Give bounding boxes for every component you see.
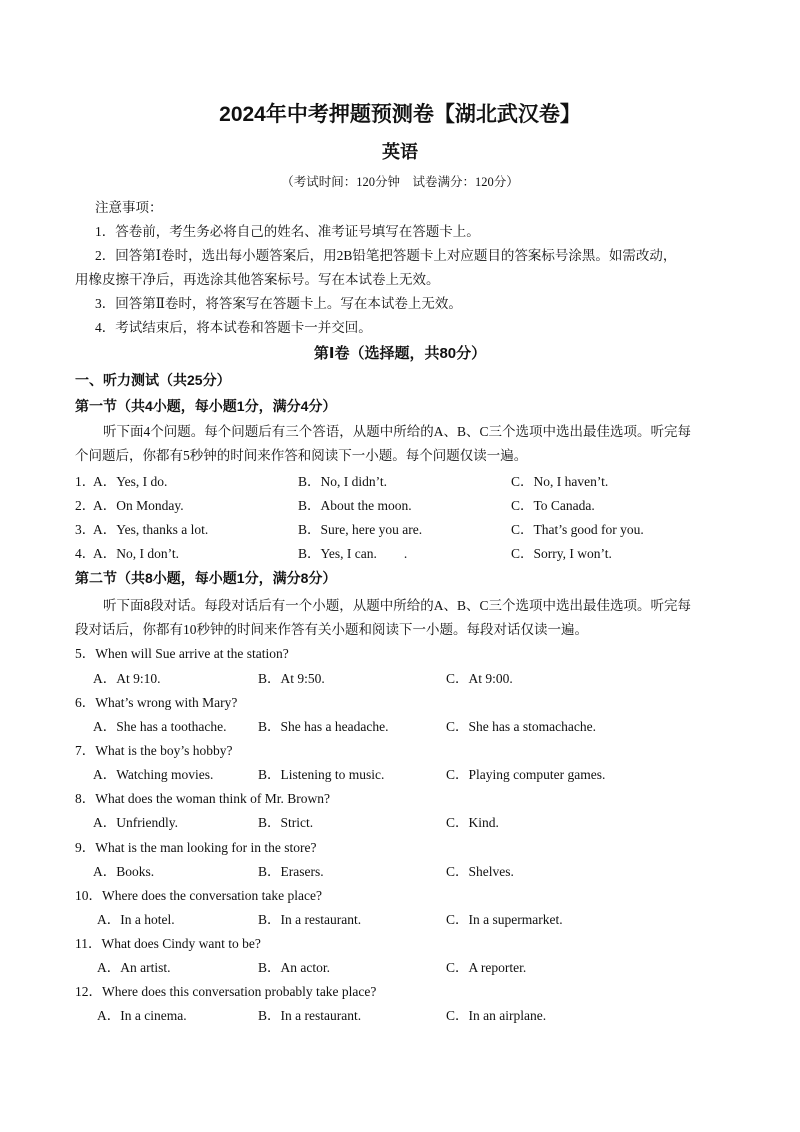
option-a: A．An artist. [97, 960, 171, 975]
question-text: 9．What is the man looking for in the store? [75, 840, 317, 855]
notice-item-2-cont: 用橡皮擦干净后，再选涂其他答案标号。写在本试卷上无效。 [75, 272, 440, 287]
option-c: C．A reporter. [446, 960, 527, 975]
question-number: 2． [75, 498, 96, 513]
option-c: C．Playing computer games. [446, 767, 606, 782]
listening-heading: 一、听力测试（共25分） [75, 372, 231, 388]
option-a: A．Watching movies. [93, 767, 214, 782]
question-number: 1． [75, 474, 96, 489]
section1-instruction-1: 听下面4个问题。每个问题后有三个答语，从题中所给的A、B、C三个选项中选出最佳选项。听完每 [103, 424, 692, 439]
option-c: C．She has a stomachache. [446, 719, 596, 734]
question-text: 7．What is the boy’s hobby? [75, 743, 233, 758]
option-a: A．Yes, I do. [93, 474, 168, 489]
question-number: 3． [75, 522, 96, 537]
section2-instruction-1: 听下面8段对话。每段对话后有一个小题，从题中所给的A、B、C三个选项中选出最佳选项。听完每 [103, 598, 692, 613]
section2-instruction-2: 段对话后，你都有10秒钟的时间来作答有关小题和阅读下一小题。每段对话仅读一遍。 [75, 622, 588, 637]
notice-heading: 注意事项： [95, 200, 163, 215]
option-c: C．No, I haven’t. [511, 474, 609, 489]
option-b: B．Strict. [258, 815, 314, 830]
option-a: A．In a hotel. [97, 912, 175, 927]
option-a: A．Unfriendly. [93, 815, 178, 830]
option-a: A．No, I don’t. [93, 546, 179, 561]
notice-item-2: 2．回答第Ⅰ卷时，选出每小题答案后，用2B铅笔把答题卡上对应题目的答案标号涂黑。如需改动， [95, 248, 677, 263]
option-a: A．At 9:10. [93, 671, 161, 686]
option-b: B．Erasers. [258, 864, 324, 879]
notice-item-4: 4．考试结束后，将本试卷和答题卡一并交回。 [95, 320, 372, 335]
exam-title: 2024年中考押题预测卷【湖北武汉卷】 [219, 103, 581, 126]
option-a: A．She has a toothache. [93, 719, 227, 734]
option-c: C．In a supermarket. [446, 912, 563, 927]
option-b: B．In a restaurant. [258, 912, 362, 927]
option-b: B．No, I didn’t. [298, 474, 388, 489]
option-a: A．In a cinema. [97, 1008, 187, 1023]
question-text: 10．Where does the conversation take place? [75, 888, 323, 903]
option-c: C．Shelves. [446, 864, 514, 879]
option-c: C．At 9:00. [446, 671, 513, 686]
option-b: B．Sure, here you are. [298, 522, 423, 537]
question-text: 8．What does the woman think of Mr. Brown? [75, 791, 330, 806]
question-number: 4． [75, 546, 96, 561]
option-a: A．On Monday. [93, 498, 184, 513]
option-b: B．An actor. [258, 960, 330, 975]
subject-title: 英语 [382, 142, 418, 162]
option-b: B．She has a headache. [258, 719, 389, 734]
option-b: B．At 9:50. [258, 671, 325, 686]
option-a: A．Yes, thanks a lot. [93, 522, 209, 537]
option-b: B．About the moon. [298, 498, 412, 513]
exam-info: （考试时间：120分钟 试卷满分：120分） [281, 175, 519, 189]
option-c: C．Sorry, I won’t. [511, 546, 612, 561]
question-text: 12．Where does this conversation probably take place? [75, 984, 377, 999]
notice-item-3: 3．回答第Ⅱ卷时，将答案写在答题卡上。写在本试卷上无效。 [95, 296, 462, 311]
option-b: B．Listening to music. [258, 767, 385, 782]
option-c: C．Kind. [446, 815, 499, 830]
question-text: 6．What’s wrong with Mary? [75, 695, 238, 710]
part1-title: 第Ⅰ卷（选择题，共80分） [313, 345, 487, 362]
option-c: C．To Canada. [511, 498, 595, 513]
section2-heading: 第二节（共8小题，每小题1分，满分8分） [75, 570, 337, 586]
question-text: 11．What does Cindy want to be? [75, 936, 261, 951]
notice-item-1: 1．答卷前，考生务必将自己的姓名、准考证号填写在答题卡上。 [95, 224, 480, 239]
option-b: B．In a restaurant. [258, 1008, 362, 1023]
question-text: 5．When will Sue arrive at the station? [75, 646, 289, 661]
section1-heading: 第一节（共4小题，每小题1分，满分4分） [75, 398, 337, 414]
option-b: B．Yes, I can. . [298, 546, 408, 561]
option-c: C．In an airplane. [446, 1008, 547, 1023]
section1-instruction-2: 个问题后，你都有5秒钟的时间来作答和阅读下一小题。每个问题仅读一遍。 [75, 448, 528, 463]
option-a: A．Books. [93, 864, 155, 879]
option-c: C．That’s good for you. [511, 522, 644, 537]
